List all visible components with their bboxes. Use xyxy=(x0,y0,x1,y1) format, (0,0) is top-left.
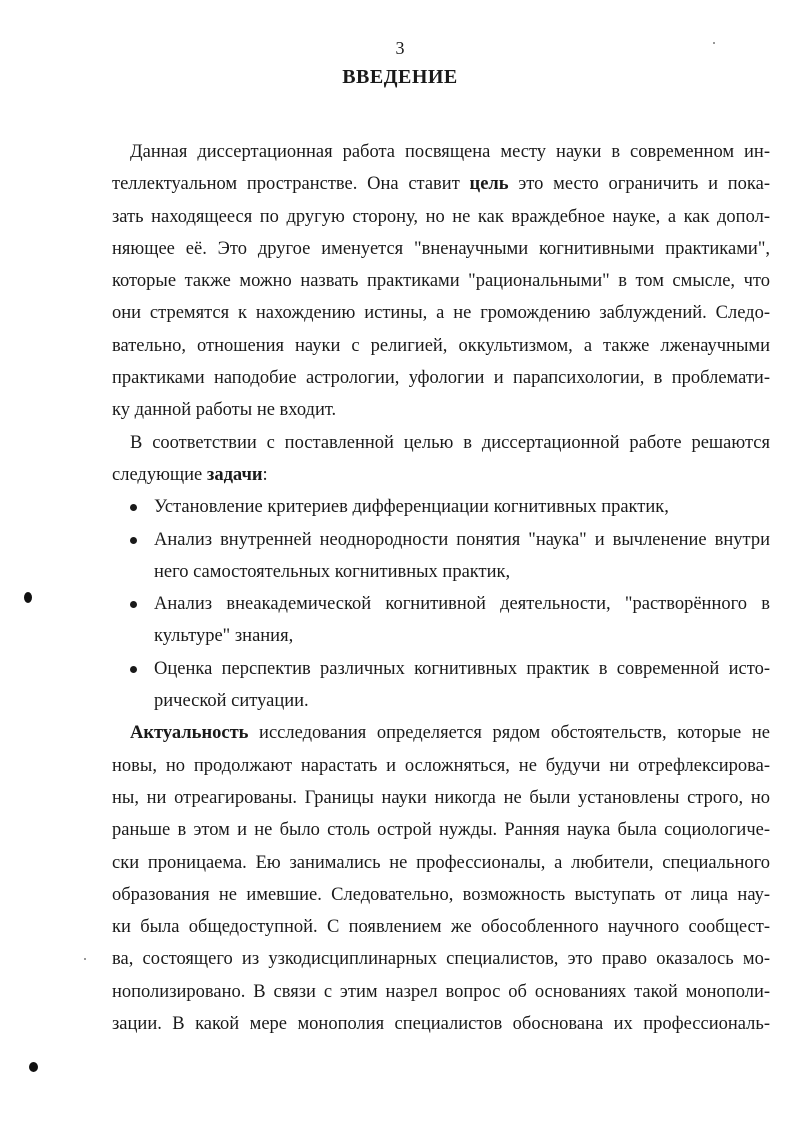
text-line: культуре" знания, xyxy=(154,626,294,647)
text-line: няющее её. Это другое именуется "вненаучными когнитивными практиками", xyxy=(112,238,770,259)
text-line: нополизировано. В связи с этим назрел вопрос об основаниях такой монополи- xyxy=(112,981,770,1002)
page-number: 3 xyxy=(395,38,405,58)
text-line: ва, состоящего из узкодисциплинарных специалистов, это право оказалось мо- xyxy=(112,949,770,970)
relevance-paragraph xyxy=(112,717,770,1040)
text-line: Данная диссертационная работа посвящена месту науки в современном ин- xyxy=(130,142,770,162)
text-fragment: это место ограничить и пока- xyxy=(508,174,770,195)
text-line: него самостоятельных когнитивных практик, xyxy=(154,561,511,582)
text-line: практиками наподобие астрологии, уфологии и парапсихологии, в проблемати- xyxy=(112,368,770,389)
bullet-icon xyxy=(130,666,137,673)
text-line: образования не имевшие. Следовательно, возможность выступать от лица нау- xyxy=(112,884,770,905)
text-fragment: теллектуальном пространстве. Она ставит xyxy=(112,174,470,195)
text-line: Анализ внутренней неоднородности понятия "наука" и вычленение внутри xyxy=(154,529,770,550)
bullet-icon xyxy=(130,537,137,544)
list-item xyxy=(112,524,770,589)
text-line: новы, но продолжают нарастать и осложняться, не будучи ни отрефлексирова- xyxy=(112,755,770,776)
scan-smudge xyxy=(29,1062,38,1072)
document-body xyxy=(112,136,770,1040)
list-item xyxy=(112,491,770,523)
text-line: раньше в этом и не было столь острой нужды. Ранняя наука была социологиче- xyxy=(112,820,770,841)
tasks-intro-paragraph xyxy=(112,427,770,492)
text-line: Анализ внеакадемической когнитивной деятельности, "растворённого в xyxy=(154,594,770,615)
tasks-list xyxy=(112,491,770,717)
text-line xyxy=(112,717,770,749)
text-line: вательно, отношения науки с религией, оккультизмом, а также лженаучными xyxy=(112,335,770,356)
text-line: ски проницаема. Ею занимались не профессионалы, а любители, специального xyxy=(112,852,770,873)
text-line: зать находящееся по другую сторону, но не как враждебное науке, а как допол- xyxy=(112,206,770,227)
scan-smudge xyxy=(24,592,32,603)
page-title: ВВЕДЕНИЕ xyxy=(342,66,458,88)
text-line: ку данной работы не входит. xyxy=(112,400,337,421)
text-line: ны, ни отреагированы. Границы науки никогда не были установлены строго, но xyxy=(112,787,770,808)
scan-speck xyxy=(84,958,86,960)
scan-speck xyxy=(713,42,715,44)
text-fragment: исследования определяется рядом обстоятельств, которые не xyxy=(248,723,770,744)
text-line: ки была общедоступной. С появлением же обособленного научного сообщест- xyxy=(112,917,770,938)
text-line: Оценка перспектив различных когнитивных практик в современной исто- xyxy=(154,658,770,679)
text-fragment: следующие xyxy=(112,464,207,485)
bullet-icon xyxy=(130,504,137,511)
text-fragment: : xyxy=(262,464,268,485)
text-line: они стремятся к нахождению истины, а не громождению заблуждений. Следо- xyxy=(112,303,770,324)
text-line: В соответствии с поставленной целью в диссертационной работе решаются xyxy=(130,432,770,453)
bullet-icon xyxy=(130,601,137,608)
text-line xyxy=(112,168,770,200)
text-line xyxy=(112,459,770,491)
intro-paragraph xyxy=(112,136,770,427)
relevance-keyword: Актуальность xyxy=(130,723,249,744)
text-line: Установление критериев дифференциации когнитивных практик, xyxy=(154,497,669,518)
list-item xyxy=(112,588,770,653)
text-line: которые также можно назвать практиками "рациональными" в том смысле, что xyxy=(112,271,770,292)
text-line: рической ситуации. xyxy=(154,691,309,712)
text-line: зации. В какой мере монополия специалистов обоснована их профессиональ- xyxy=(112,1014,770,1035)
list-item xyxy=(112,653,770,718)
tasks-keyword: задачи xyxy=(206,464,263,485)
goal-keyword: цель xyxy=(469,174,509,195)
